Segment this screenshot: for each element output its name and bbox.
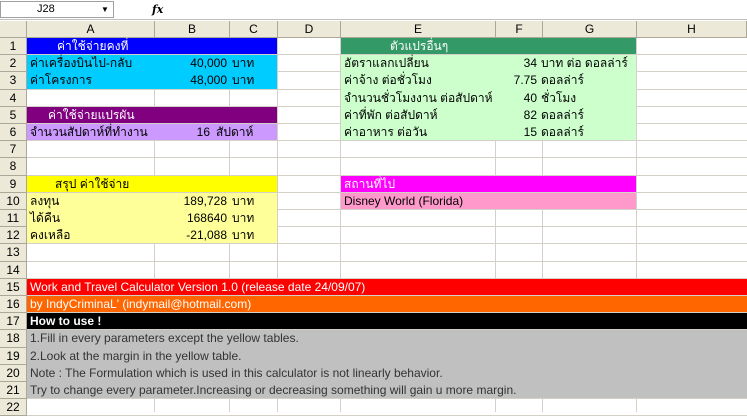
fx-icon[interactable]: fx	[152, 3, 164, 16]
chevron-down-icon[interactable]: ▼	[101, 5, 109, 14]
formula-input[interactable]	[175, 1, 747, 18]
howto-line: Try to change every parameter.Increasing or decreasing something will gain u more margin.	[30, 383, 517, 397]
row-header-3[interactable]: 3	[0, 72, 27, 89]
howto-header: How to use !	[30, 314, 102, 329]
variable-cost-label: จำนวนสัปดาห์ที่ทำงาน	[30, 125, 148, 139]
row-header-21[interactable]: 21	[0, 382, 27, 399]
gridline	[27, 398, 747, 399]
other-var-unit: บาท ต่อ ดอลล่าร์	[541, 56, 628, 71]
fixed-cost-label: ค่าโครงการ	[30, 73, 92, 88]
row-header-6[interactable]: 6	[0, 124, 27, 141]
variable-cost-value: 16	[196, 125, 210, 139]
other-var-label: อัตราแลกเปลี่ยน	[344, 56, 429, 71]
row-header-7[interactable]: 7	[0, 141, 27, 158]
variable-cost-unit: สัปดาห์	[216, 125, 254, 139]
row-header-9[interactable]: 9	[0, 176, 27, 193]
row-header-2[interactable]: 2	[0, 55, 27, 72]
variable-costs-title: ค่าใช้จ่ายแปรผัน	[48, 107, 135, 122]
summary-title: สรุป ค่าใช้จ่าย	[55, 176, 130, 191]
formula-bar	[0, 0, 747, 20]
howto-line: Note : The Formulation which is used in this calculator is not linearly behavior.	[30, 365, 443, 380]
name-box-value: J28	[37, 3, 55, 15]
column-header-d[interactable]: D	[278, 21, 341, 38]
fixed-cost-label: ค่าเครื่องบินไป-กลับ	[30, 56, 133, 71]
row-header-19[interactable]: 19	[0, 348, 27, 365]
row-header-17[interactable]: 17	[0, 313, 27, 330]
row-header-11[interactable]: 11	[0, 210, 27, 227]
row-header-22[interactable]: 22	[0, 399, 27, 416]
other-var-label: ค่าจ้าง ต่อชั่วโมง	[344, 73, 432, 88]
summary-label: ลงทุน	[30, 193, 60, 208]
fixed-cost-unit: บาท	[232, 73, 255, 88]
row-header-18[interactable]: 18	[0, 330, 27, 347]
column-header-c[interactable]: C	[230, 21, 278, 38]
gridline	[27, 157, 747, 158]
other-vars-header	[341, 38, 636, 54]
summary-unit: บาท	[232, 228, 255, 243]
row-header-13[interactable]: 13	[0, 244, 27, 261]
row-header-10[interactable]: 10	[0, 193, 27, 210]
info-title: Work and Travel Calculator Version 1.0 (release date 24/09/07)	[30, 279, 366, 294]
select-all-corner[interactable]	[0, 21, 27, 38]
column-header-f[interactable]: F	[496, 21, 543, 38]
summary-value: 168640	[186, 211, 227, 225]
other-var-unit: ดอลล่าร์	[541, 73, 584, 88]
column-header-e[interactable]: E	[341, 21, 496, 38]
spreadsheet-grid[interactable]	[0, 21, 747, 415]
other-var-unit: ชั่วโมง	[541, 90, 577, 105]
howto-line: 1.Fill in every parameters except the yellow tables.	[30, 331, 299, 346]
fixed-costs-title: ค่าใช้จ่ายคงที่	[57, 39, 129, 53]
column-header-g[interactable]: G	[543, 21, 637, 38]
row-header-14[interactable]: 14	[0, 262, 27, 279]
row-header-1[interactable]: 1	[0, 38, 27, 55]
column-header-a[interactable]: A	[27, 21, 155, 38]
other-var-unit: ดอลล่าร์	[541, 125, 584, 139]
summary-label: ได้คืน	[30, 211, 61, 225]
other-vars-title: ตัวแปรอื่นๆ	[390, 39, 449, 53]
row-header-8[interactable]: 8	[0, 158, 27, 175]
fixed-cost-value: 40,000	[190, 56, 227, 71]
info-author: by IndyCriminaL' (indymail@hotmail.com)	[30, 297, 252, 311]
other-var-unit: ดอลล่าร์	[541, 107, 584, 122]
other-var-value: 40	[523, 90, 537, 105]
row-header-20[interactable]: 20	[0, 365, 27, 382]
row-header-5[interactable]: 5	[0, 107, 27, 124]
row-header-4[interactable]: 4	[0, 90, 27, 107]
summary-label: คงเหลือ	[30, 228, 71, 243]
gridline	[27, 243, 747, 244]
destination-title: สถานที่ไป	[344, 176, 396, 191]
howto-header-bar	[27, 313, 747, 329]
other-var-label: ค่าที่พัก ต่อสัปดาห์	[344, 107, 438, 122]
row-header-15[interactable]: 15	[0, 279, 27, 296]
other-var-label: จำนวนชั่วโมงงาน ต่อสัปดาห์	[344, 90, 493, 105]
other-var-value: 15	[523, 125, 537, 139]
column-header-b[interactable]: B	[155, 21, 230, 38]
other-var-value: 7.75	[513, 73, 537, 88]
gridline	[27, 261, 747, 262]
howto-line: 2.Look at the margin in the yellow table.	[30, 348, 242, 363]
row-header-12[interactable]: 12	[0, 227, 27, 244]
other-var-label: ค่าอาหาร ต่อวัน	[344, 125, 428, 139]
summary-unit: บาท	[232, 211, 255, 225]
name-box[interactable]	[0, 1, 114, 18]
summary-value: -21,088	[186, 228, 227, 243]
summary-unit: บาท	[232, 193, 255, 208]
destination-value: Disney World (Florida)	[344, 193, 464, 208]
gridline	[27, 140, 747, 141]
column-header-h[interactable]: H	[637, 21, 747, 38]
fixed-cost-value: 48,000	[190, 73, 227, 88]
other-var-value: 34	[523, 56, 537, 71]
summary-value: 189,728	[183, 193, 227, 208]
other-var-value: 82	[523, 107, 537, 122]
fixed-cost-unit: บาท	[232, 56, 255, 71]
row-header-16[interactable]: 16	[0, 296, 27, 313]
